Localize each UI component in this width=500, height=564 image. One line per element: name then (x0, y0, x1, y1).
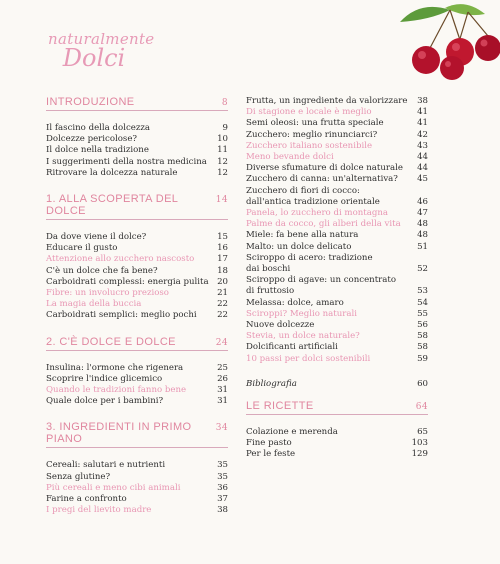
toc-subentry[interactable]: Panela, lo zucchero di montagna 47 (246, 208, 428, 219)
toc-entry[interactable]: Fine pasto 103 (246, 438, 428, 449)
section-heading (246, 400, 428, 415)
toc-subentry[interactable]: Più cereali e meno cibi animali 36 (46, 482, 228, 493)
section-title: 1. ALLA SCOPERTA DEL DOLCE (46, 193, 178, 218)
toc-entry[interactable]: C'è un dolce che fa bene? 18 (46, 265, 228, 276)
toc-entry[interactable]: Scoprire l'indice glicemico 26 (46, 373, 228, 384)
toc-entry[interactable]: Nuove dolcezze 56 (246, 320, 428, 331)
toc-entry[interactable]: Zucchero di fiori di cocco: (246, 185, 360, 196)
toc-subentry[interactable]: I pregi del lievito madre 38 (46, 505, 228, 516)
toc-bibliography[interactable]: Bibliografia 60 (246, 378, 428, 389)
toc-subentry[interactable]: La magia della buccia 22 (46, 299, 228, 310)
section-heading (46, 421, 228, 448)
toc-entry[interactable]: Per le feste 129 (246, 449, 428, 460)
toc-entry[interactable]: Insulina: l'ormone che rigenera 25 (46, 362, 228, 373)
section-title: LE RICETTE (246, 400, 314, 413)
toc-right-column (246, 96, 428, 461)
section-page: 24 (215, 337, 228, 348)
toc-entry[interactable]: di fruttosio 53 (246, 286, 428, 297)
section-page: 14 (215, 195, 228, 206)
section-heading (46, 336, 228, 351)
toc-entry[interactable]: dai boschi 52 (246, 264, 428, 275)
toc-left-column (46, 96, 228, 516)
section-title: 2. C'È DOLCE E DOLCE (46, 335, 176, 348)
toc-entry[interactable]: Carboidrati complessi: energia pulita 20 (46, 276, 228, 287)
brand-logo (48, 30, 155, 72)
toc-entry[interactable]: Il dolce nella tradizione 11 (46, 145, 228, 156)
brand-line2: Dolci (62, 44, 126, 72)
cherries-illustration (390, 0, 500, 90)
toc-entry[interactable]: dall'antica tradizione orientale 46 (246, 196, 428, 207)
section-heading (46, 193, 228, 220)
toc-entry[interactable]: Frutta, un ingrediente da valorizzare 38 (246, 96, 428, 106)
toc-entry[interactable]: Educare il gusto 16 (46, 243, 228, 254)
toc-entry[interactable]: Senza glutine? 35 (46, 471, 228, 482)
toc-subentry[interactable]: Sciroppi? Meglio naturali 55 (246, 308, 428, 319)
toc-entry[interactable]: Diverse sfumature di dolce naturale 44 (246, 163, 428, 174)
toc-entry[interactable]: Il fascino della dolcezza 9 (46, 123, 228, 133)
toc-entry[interactable]: Zucchero di canna: un'alternativa? 45 (246, 174, 428, 185)
section-page: 64 (415, 402, 428, 413)
toc-entry[interactable]: Quale dolce per i bambini? 31 (46, 396, 228, 407)
section-heading (46, 96, 228, 111)
toc-entry[interactable]: Semi oleosi: una frutta speciale 41 (246, 118, 428, 129)
toc-entry[interactable]: Carboidrati semplici: meglio pochi 22 (46, 310, 228, 321)
toc-entry[interactable]: Miele: fa bene alla natura 48 (246, 230, 428, 241)
toc-entry[interactable]: Sciroppo di acero: tradizione (246, 252, 373, 263)
toc-subentry[interactable]: Quando le tradizioni fanno bene 31 (46, 385, 228, 396)
toc-subentry[interactable]: Zucchero italiano sostenibile 43 (246, 140, 428, 151)
toc-entry[interactable]: Farine a confronto 37 (46, 494, 228, 505)
toc-entry[interactable]: Ritrovare la dolcezza naturale 12 (46, 167, 228, 178)
toc-entry[interactable]: Melassa: dolce, amaro 54 (246, 297, 428, 308)
toc-entry[interactable]: Da dove viene il dolce? 15 (46, 232, 228, 243)
toc-entry[interactable]: I suggerimenti della nostra medicina 12 (46, 156, 228, 167)
toc-subentry[interactable]: Attenzione allo zucchero nascosto 17 (46, 254, 228, 265)
toc-entry[interactable]: Colazione e merenda 65 (246, 427, 428, 438)
toc-entry[interactable]: Sciroppo di agave: un concentrato (246, 275, 397, 286)
toc-subentry[interactable]: Stevia, un dolce naturale? 58 (246, 331, 428, 342)
brand-line1: naturalmente (48, 30, 155, 48)
toc-subentry[interactable]: Fibre: un involucro prezioso 21 (46, 288, 228, 299)
toc-subentry[interactable]: 10 passi per dolci sostenibili 59 (246, 353, 428, 364)
toc-subentry[interactable]: Di stagione e locale è meglio 41 (246, 107, 428, 118)
section-page: 34 (215, 423, 228, 434)
section-title: 3. INGREDIENTI IN PRIMO PIANO (46, 421, 192, 446)
toc-entry[interactable]: Cereali: salutari e nutrienti 35 (46, 460, 228, 471)
toc-entry[interactable]: Dolcezze pericolose? 10 (46, 134, 228, 145)
toc-entry[interactable]: Dolcificanti artificiali 58 (246, 342, 428, 353)
toc-subentry[interactable]: Palme da cocco, gli alberi della vita 48 (246, 219, 428, 230)
section-page: 8 (221, 98, 228, 108)
section-title: INTRODUZIONE (46, 96, 135, 108)
toc-entry[interactable]: Malto: un dolce delicato 51 (246, 241, 428, 252)
toc-subentry[interactable]: Meno bevande dolci 44 (246, 152, 428, 163)
toc-entry[interactable]: Zucchero: meglio rinunciarci? 42 (246, 129, 428, 140)
